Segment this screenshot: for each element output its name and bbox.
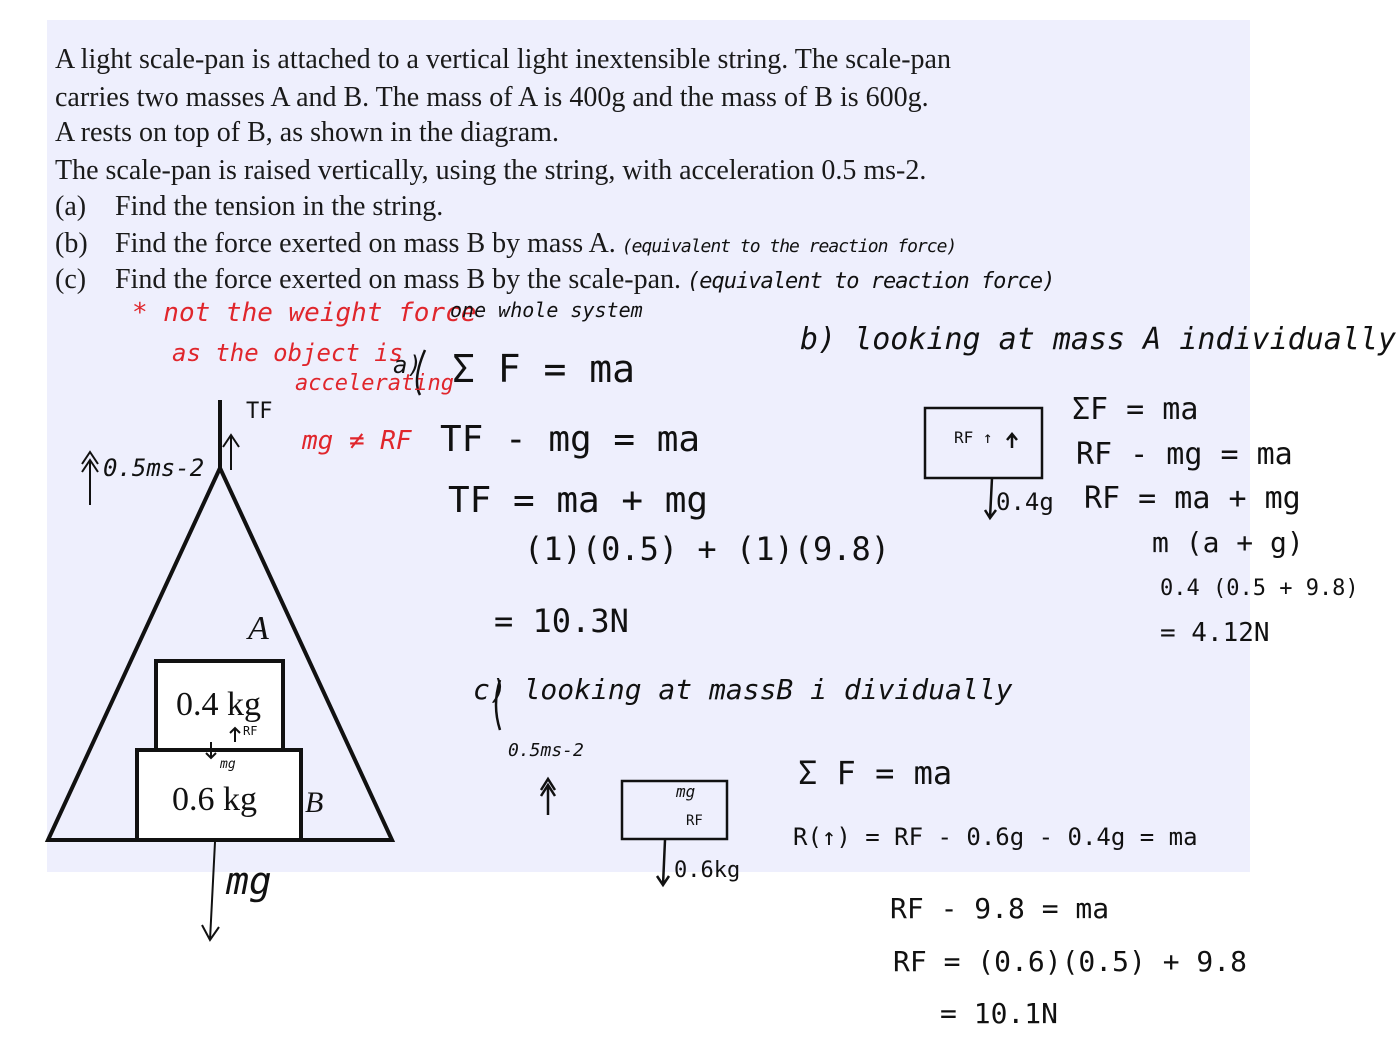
red-note-4: mg ≠ RF — [302, 426, 412, 456]
part-a-eq-5: = 10.3N — [494, 602, 629, 640]
mass-a-label: 0.4 kg — [176, 686, 261, 723]
part-c-box-rf: RF — [686, 813, 703, 829]
part-c-note: (equivalent to reaction force) — [687, 269, 1055, 294]
part-b-eq-4: m (a + g) — [1152, 526, 1304, 559]
accel-double-arrow — [82, 452, 98, 505]
part-c-text: Find the force exerted on mass B by the scale-pan. — [115, 264, 682, 295]
part-b-header: b) looking at mass A individually — [800, 322, 1396, 357]
mg-large-label: mg — [226, 859, 272, 903]
accel-arrow — [223, 435, 239, 470]
question-line-2: carries two masses A and B. The mass of A is 400g and the mass of B is 600g. — [55, 82, 929, 113]
part-c-box-weight: 0.6kg — [674, 858, 741, 883]
part-a-eq-4: (1)(0.5) + (1)(9.8) — [524, 530, 891, 568]
accel-label: 0.5ms-2 — [103, 454, 205, 482]
part-b-box-rf: RF ↑ — [954, 428, 993, 447]
red-note-2: as the object is — [172, 339, 404, 367]
mg-arrow — [202, 842, 219, 940]
part-c-box-mg: mg — [676, 782, 696, 801]
part-b-label: (b) — [55, 228, 88, 259]
part-b-text: Find the force exerted on mass B by mass A. — [115, 228, 616, 259]
part-b-eq-1: ΣF = ma — [1072, 392, 1199, 427]
question-line-4: The scale-pan is raised vertically, using the string, with acceleration 0.5 ms-2. — [55, 155, 927, 186]
red-note-3: accelerating — [295, 371, 454, 396]
tension-label: TF — [246, 399, 273, 424]
part-c-label: (c) — [55, 264, 87, 295]
part-a-label: (a) — [55, 191, 87, 222]
part-c-accel: 0.5ms-2 — [508, 740, 584, 761]
part-b-eq-3: RF = ma + mg — [1084, 481, 1301, 516]
part-b-box-weight: 0.4g — [996, 488, 1054, 516]
label-b: B — [305, 786, 324, 819]
part-a-eq-2: TF - mg = ma — [440, 419, 701, 460]
red-note-1: * not the weight force — [132, 298, 477, 328]
rf-small-label: RF — [243, 724, 258, 738]
part-c-eq-4: RF = (0.6)(0.5) + 9.8 — [893, 945, 1248, 978]
part-b-note: (equivalent to the reaction force) — [621, 236, 957, 257]
part-c-eq-2: R(↑) = RF - 0.6g - 0.4g = ma — [793, 823, 1198, 851]
part-a-text: Find the tension in the string. — [115, 191, 444, 222]
question-line-3: A rests on top of B, as shown in the diagram. — [55, 117, 559, 148]
part-a-eq-1: Σ F = ma — [452, 347, 636, 391]
part-b-eq-2: RF - mg = ma — [1076, 437, 1293, 472]
question-line-1: A light scale-pan is attached to a vertical light inextensible string. The scale-pan — [55, 44, 951, 75]
part-a-label-hw: a) — [393, 351, 422, 379]
mg-small-label: mg — [220, 757, 236, 772]
label-a: A — [248, 610, 269, 647]
part-c-header: c) looking at massB i dividually — [473, 673, 1013, 706]
part-c-eq-5: = 10.1N — [940, 997, 1059, 1030]
scale-pan — [48, 400, 392, 840]
mass-b-label: 0.6 kg — [172, 781, 257, 818]
part-c-eq-3: RF - 9.8 = ma — [890, 892, 1110, 925]
part-b-eq-6: = 4.12N — [1160, 618, 1270, 648]
part-a-eq-3: TF = ma + mg — [448, 480, 709, 521]
part-c-eq-1: Σ F = ma — [798, 754, 953, 792]
part-a-header: one whole system — [450, 298, 643, 322]
part-b-eq-5: 0.4 (0.5 + 9.8) — [1160, 576, 1359, 601]
